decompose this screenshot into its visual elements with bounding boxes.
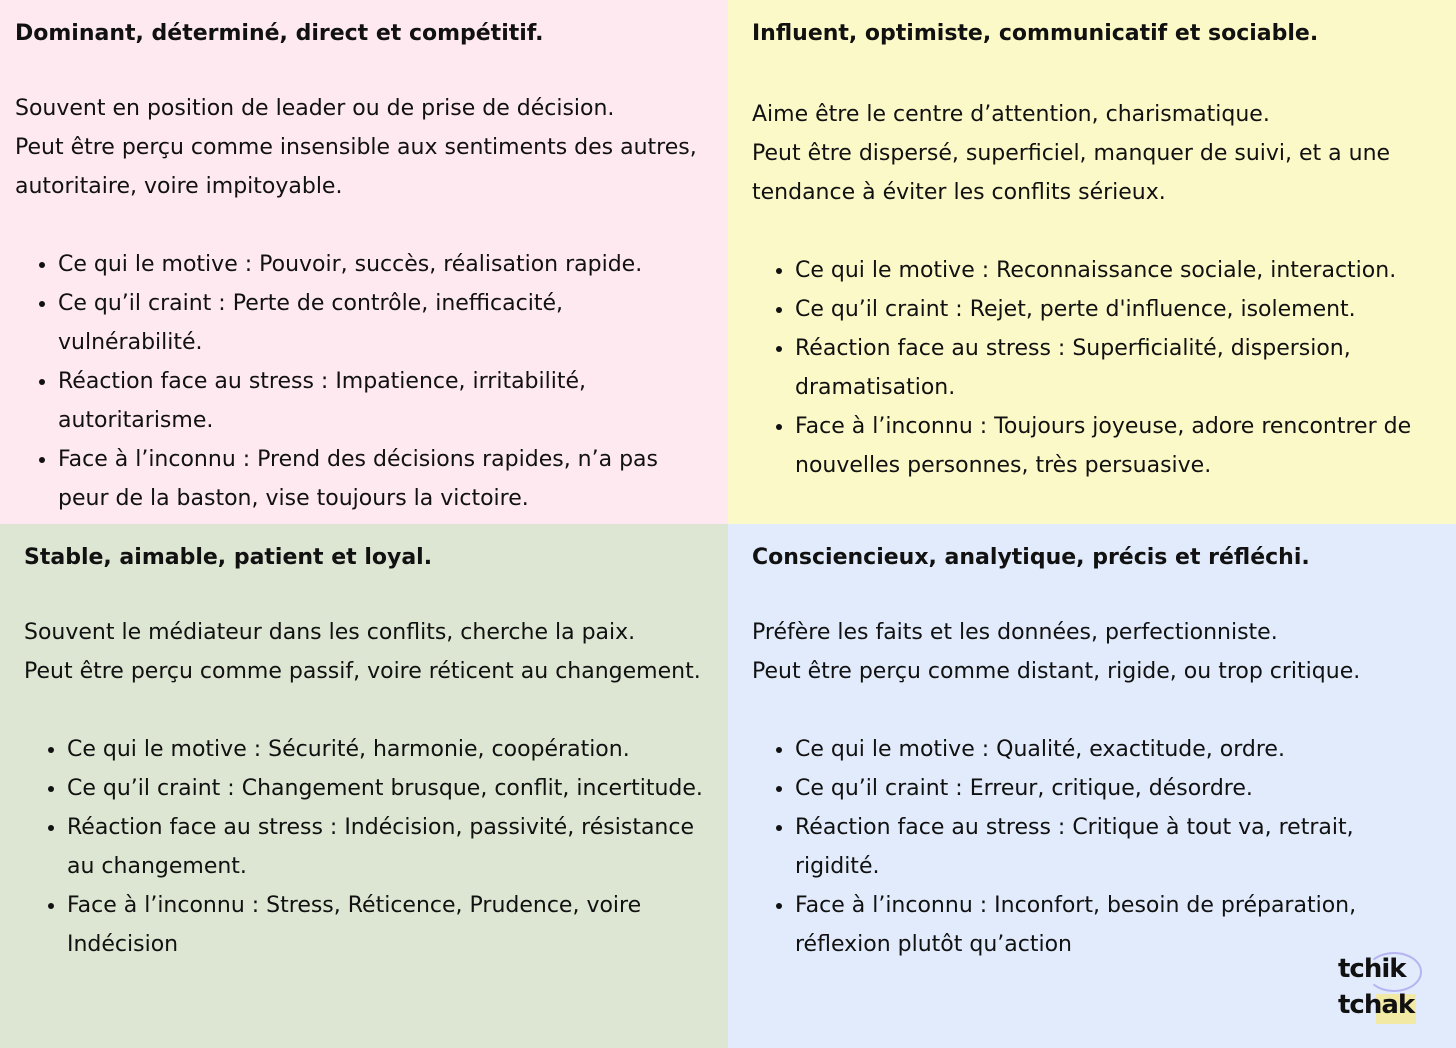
list-item: • Ce qui le motive : Reconnaissance sociale, interaction.	[795, 251, 1442, 290]
list-item: • Ce qui le motive : Sécurité, harmonie, coopération.	[67, 730, 714, 769]
quadrant-dominant	[0, 0, 728, 524]
quadrant-title: Influent, optimiste, communicatif et sociable.	[752, 21, 1319, 46]
quadrant-description	[15, 89, 714, 206]
trait-list	[15, 245, 714, 518]
quadrant-description	[24, 613, 714, 691]
description-line: Souvent en position de leader ou de prise de décision.	[15, 96, 615, 121]
quadrant-title: Consciencieux, analytique, précis et réfléchi.	[752, 545, 1310, 570]
list-item: • Réaction face au stress : Indécision, passivité, résistance au changement.	[67, 808, 714, 886]
trait-list	[752, 730, 1442, 964]
list-item: • Ce qui le motive : Pouvoir, succès, réalisation rapide.	[58, 245, 714, 284]
list-item: • Face à l’inconnu : Prend des décisions rapides, n’a pas peur de la baston, vise toujours la victoire.	[58, 440, 714, 518]
tchik-tchak-logo	[1336, 952, 1436, 1032]
quadrant-influent	[728, 0, 1456, 524]
logo-line-1: tchik	[1338, 954, 1406, 984]
description-line: Peut être perçu comme insensible aux sentiments des autres, autoritaire, voire impitoyable.	[15, 135, 697, 199]
list-item: • Ce qui le motive : Qualité, exactitude, ordre.	[795, 730, 1442, 769]
list-item: • Face à l’inconnu : Toujours joyeuse, adore rencontrer de nouvelles personnes, très persuasive.	[795, 407, 1442, 485]
quadrant-stable	[0, 524, 728, 1048]
list-item: • Réaction face au stress : Superficialité, dispersion, dramatisation.	[795, 329, 1442, 407]
quadrant-description	[752, 95, 1442, 212]
list-item: • Ce qu’il craint : Perte de contrôle, inefficacité, vulnérabilité.	[58, 284, 714, 362]
description-line: Peut être perçu comme passif, voire réticent au changement.	[24, 659, 701, 684]
quadrant-title: Stable, aimable, patient et loyal.	[24, 545, 433, 570]
list-item: • Réaction face au stress : Impatience, irritabilité, autoritarisme.	[58, 362, 714, 440]
description-line: Préfère les faits et les données, perfectionniste.	[752, 620, 1278, 645]
quadrant-description	[752, 613, 1442, 691]
list-item: • Réaction face au stress : Critique à tout va, retrait, rigidité.	[795, 808, 1442, 886]
quadrant-title: Dominant, déterminé, direct et compétitif.	[15, 21, 544, 46]
list-item: • Face à l’inconnu : Stress, Réticence, Prudence, voire Indécision	[67, 886, 714, 964]
list-item: • Ce qu’il craint : Rejet, perte d'influence, isolement.	[795, 290, 1442, 329]
list-item: • Ce qu’il craint : Changement brusque, conflit, incertitude.	[67, 769, 714, 808]
list-item: • Ce qu’il craint : Erreur, critique, désordre.	[795, 769, 1442, 808]
trait-list	[752, 251, 1442, 485]
description-line: Peut être dispersé, superficiel, manquer de suivi, et a une tendance à éviter les conflits sérieux.	[752, 141, 1391, 205]
logo-line-2: tchak	[1338, 990, 1415, 1020]
description-line: Peut être perçu comme distant, rigide, ou trop critique.	[752, 659, 1361, 684]
trait-list	[24, 730, 714, 964]
description-line: Aime être le centre d’attention, charismatique.	[752, 102, 1270, 127]
description-line: Souvent le médiateur dans les conflits, cherche la paix.	[24, 620, 636, 645]
list-item: • Face à l’inconnu : Inconfort, besoin de préparation, réflexion plutôt qu’action	[795, 886, 1442, 964]
